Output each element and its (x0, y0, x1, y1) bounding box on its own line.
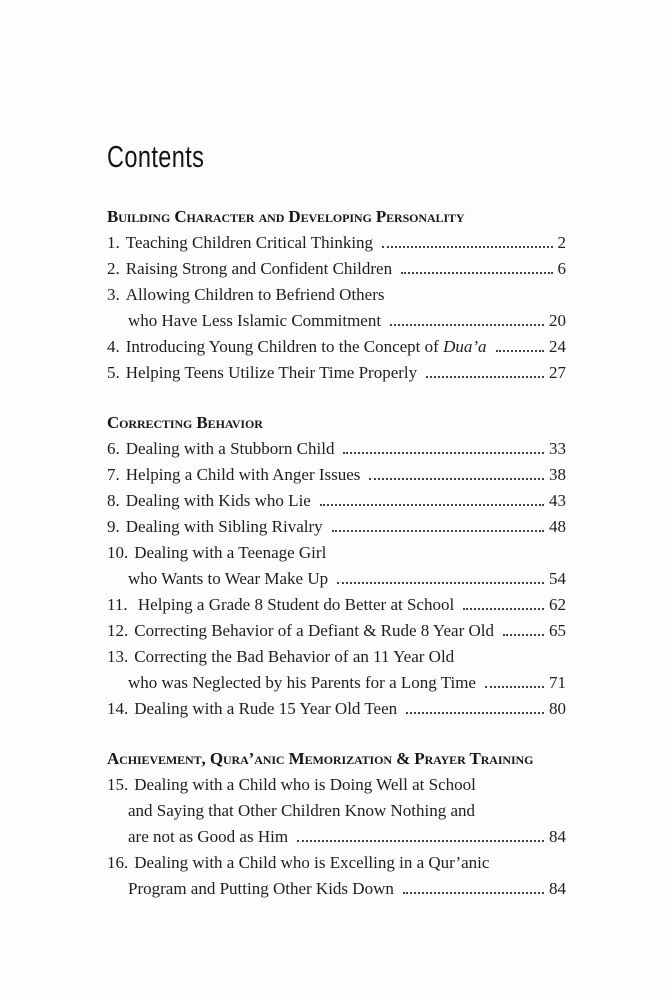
entry-number: 3. (107, 285, 120, 304)
entry-number: 10. (107, 543, 129, 562)
page-number: 65 (549, 621, 566, 640)
entry-title-text: Dealing with Kids who Lie (125, 491, 311, 510)
toc-entry-line (107, 282, 566, 308)
entry-title-text: Introducing Young Children to the Concept of Dua’a (125, 337, 487, 356)
dot-leader (390, 324, 544, 326)
entry-number: 4. (107, 337, 120, 356)
entry-title-text: Dealing with Sibling Rivalry (125, 517, 323, 536)
entry-number: 5. (107, 363, 120, 382)
toc-entry-line (107, 256, 566, 282)
toc-entry (107, 462, 566, 488)
page-number: 2 (557, 233, 566, 252)
entry-title-text: Program and Putting Other Kids Down (128, 879, 394, 898)
toc-entry-line (107, 308, 566, 334)
entry-title-text: and Saying that Other Children Know Nothing and (128, 801, 476, 820)
section-heading: Building Character and Developing Personality (107, 207, 465, 226)
page-number: 54 (549, 569, 566, 588)
toc-entry-line (107, 436, 566, 462)
page-number: 43 (549, 491, 566, 510)
section-heading: Achievement, Qura’anic Memorization & Prayer Training (107, 749, 534, 768)
toc-section (107, 410, 566, 722)
page-number: 71 (549, 673, 566, 692)
entry-number: 9. (107, 517, 120, 536)
toc-entry (107, 772, 566, 850)
entry-title-text: Dealing with a Stubborn Child (125, 439, 335, 458)
toc-sections (107, 204, 566, 902)
toc-entry-line (107, 696, 566, 722)
toc-entry (107, 256, 566, 282)
toc-entry (107, 436, 566, 462)
entry-title-text: who Have Less Islamic Commitment (128, 311, 382, 330)
page-number: 6 (557, 259, 566, 278)
toc-entry-line (107, 618, 566, 644)
section-heading: Correcting Behavior (107, 413, 263, 432)
toc-entry (107, 540, 566, 592)
dot-leader (337, 582, 544, 584)
entry-title-text: Helping a Grade 8 Student do Better at School (133, 595, 455, 614)
toc-entry-line (107, 772, 566, 798)
toc-entry-line (107, 230, 566, 256)
entry-title-text: Helping a Child with Anger Issues (125, 465, 361, 484)
page-title: Contents (107, 139, 205, 174)
toc-entry (107, 334, 566, 360)
toc-entry (107, 618, 566, 644)
entry-number: 12. (107, 621, 129, 640)
entry-title-text: Allowing Children to Befriend Others (125, 285, 385, 304)
entry-number: 2. (107, 259, 120, 278)
entry-number: 8. (107, 491, 120, 510)
toc-entry (107, 514, 566, 540)
entry-title-text: who Wants to Wear Make Up (128, 569, 329, 588)
entry-title-text: Dealing with a Teenage Girl (134, 543, 327, 562)
page-number: 84 (549, 827, 566, 846)
toc-section (107, 746, 566, 902)
page-number: 48 (549, 517, 566, 536)
toc-entry-line (107, 850, 566, 876)
toc-entry (107, 644, 566, 696)
dot-leader (382, 246, 552, 248)
toc-entry-line (107, 644, 566, 670)
entry-number: 13. (107, 647, 129, 666)
toc-entry-line (107, 462, 566, 488)
entry-number: 15. (107, 775, 129, 794)
entry-number: 6. (107, 439, 120, 458)
page-number: 80 (549, 699, 566, 718)
entry-title-text: Dealing with a Child who is Doing Well at School (134, 775, 476, 794)
dot-leader (343, 452, 544, 454)
page-number: 84 (549, 879, 566, 898)
dot-leader (485, 686, 544, 688)
dot-leader (401, 272, 552, 274)
dot-leader (403, 892, 544, 894)
entry-title-text: Dealing with a Rude 15 Year Old Teen (134, 699, 398, 718)
dot-leader (320, 504, 544, 506)
toc-entry-line (107, 514, 566, 540)
entry-title-text: Dealing with a Child who is Excelling in a Qur’anic (134, 853, 490, 872)
dot-leader (503, 634, 544, 636)
toc-entry (107, 230, 566, 256)
toc-page (107, 139, 566, 902)
entry-number: 7. (107, 465, 120, 484)
toc-section (107, 204, 566, 386)
dot-leader (332, 530, 544, 532)
dot-leader (406, 712, 544, 714)
toc-entry (107, 696, 566, 722)
toc-entry-line (107, 592, 566, 618)
toc-entry (107, 360, 566, 386)
page-number: 27 (549, 363, 566, 382)
entry-title-text: Correcting Behavior of a Defiant & Rude 8 Year Old (134, 621, 494, 640)
entry-number: 16. (107, 853, 129, 872)
entry-number: 11. (107, 595, 128, 614)
toc-entry-line (107, 566, 566, 592)
entry-title-text: Teaching Children Critical Thinking (125, 233, 374, 252)
toc-entry (107, 488, 566, 514)
toc-entry-line (107, 824, 566, 850)
toc-entry-line (107, 488, 566, 514)
toc-entry-line (107, 334, 566, 360)
page-number: 62 (549, 595, 566, 614)
entry-title-text: Correcting the Bad Behavior of an 11 Year Old (134, 647, 455, 666)
dot-leader (496, 350, 544, 352)
page-number: 24 (549, 337, 566, 356)
dot-leader (297, 840, 544, 842)
entry-number: 1. (107, 233, 120, 252)
toc-entry (107, 850, 566, 902)
entry-title-text: Helping Teens Utilize Their Time Properly (125, 363, 418, 382)
toc-entry-line (107, 360, 566, 386)
toc-entry-line (107, 798, 566, 824)
toc-entry (107, 592, 566, 618)
entry-title-text: are not as Good as Him (128, 827, 289, 846)
entry-title-text: who was Neglected by his Parents for a Long Time (128, 673, 476, 692)
page-number: 20 (549, 311, 566, 330)
dot-leader (369, 478, 544, 480)
entry-title-text: Raising Strong and Confident Children (125, 259, 393, 278)
toc-entry-line (107, 876, 566, 902)
toc-entry (107, 282, 566, 334)
toc-entry-line (107, 670, 566, 696)
dot-leader (463, 608, 544, 610)
page-number: 38 (549, 465, 566, 484)
page-number: 33 (549, 439, 566, 458)
dot-leader (426, 376, 544, 378)
toc-entry-line (107, 540, 566, 566)
entry-number: 14. (107, 699, 129, 718)
